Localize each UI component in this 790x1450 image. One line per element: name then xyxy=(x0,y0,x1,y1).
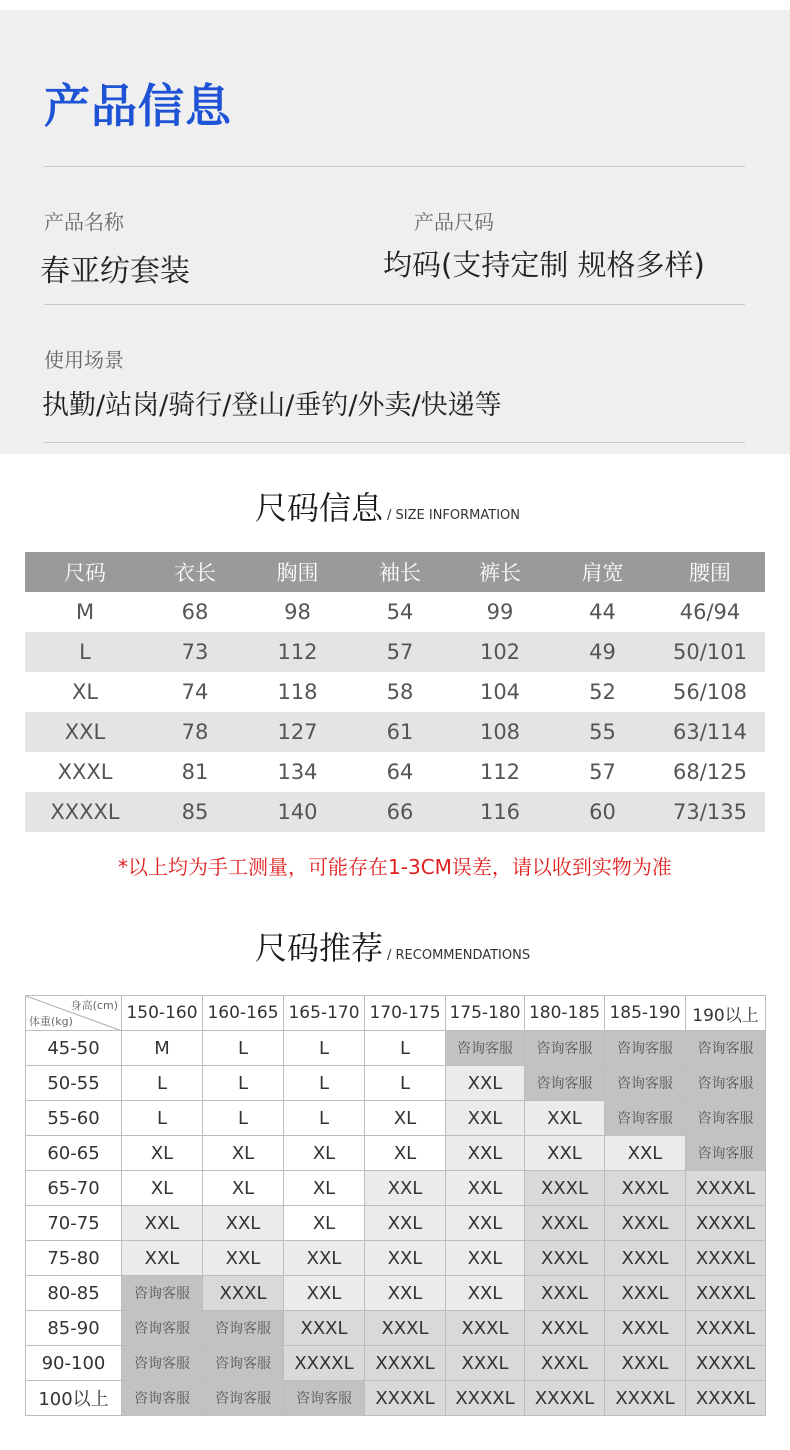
size-cell: 46/94 xyxy=(655,592,765,632)
recommended-size-cell: L xyxy=(365,1066,446,1101)
size-cell: 52 xyxy=(550,672,655,712)
recommended-size-cell: XXXL xyxy=(446,1346,525,1381)
recommended-size-cell: XXXL xyxy=(365,1311,446,1346)
recommended-size-cell: XXXXL xyxy=(686,1346,766,1381)
size-column-header: 裤长 xyxy=(450,552,550,592)
table-row xyxy=(26,1171,766,1206)
weight-axis-label: 体重(kg) xyxy=(29,1015,73,1028)
recommended-size-cell: XXL xyxy=(365,1171,446,1206)
recommendations-title: 尺码推荐 xyxy=(255,929,384,967)
recommended-size-cell: XXL xyxy=(446,1171,525,1206)
recommended-size-cell: XXXXL xyxy=(525,1381,605,1416)
table-row xyxy=(25,752,765,792)
recommended-size-cell: XXXXL xyxy=(284,1346,365,1381)
recommended-size-cell: XXXL xyxy=(525,1241,605,1276)
size-info-table xyxy=(25,552,765,832)
size-cell: XXXL xyxy=(25,752,145,792)
size-info-title: 尺码信息 xyxy=(255,489,384,527)
weight-range-label: 55-60 xyxy=(26,1101,122,1136)
consult-service-cell: 咨询客服 xyxy=(525,1066,605,1101)
divider xyxy=(44,304,745,305)
recommended-size-cell: XL xyxy=(203,1171,284,1206)
recommended-size-cell: XXXXL xyxy=(686,1171,766,1206)
size-column-header: 衣长 xyxy=(145,552,245,592)
size-cell: 68 xyxy=(145,592,245,632)
table-row xyxy=(25,672,765,712)
recommended-size-cell: XXL xyxy=(446,1241,525,1276)
size-cell: 140 xyxy=(245,792,350,832)
size-cell: 118 xyxy=(245,672,350,712)
size-cell: L xyxy=(25,632,145,672)
table-row xyxy=(25,792,765,832)
recommended-size-cell: L xyxy=(203,1101,284,1136)
size-cell: 60 xyxy=(550,792,655,832)
weight-range-label: 70-75 xyxy=(26,1206,122,1241)
recommended-size-cell: XXXL xyxy=(605,1241,686,1276)
table-row xyxy=(26,1381,766,1416)
size-cell: 73/135 xyxy=(655,792,765,832)
product-size-label: 产品尺码 xyxy=(414,210,494,234)
recommended-size-cell: XXXXL xyxy=(686,1276,766,1311)
size-info-subtitle: / SIZE INFORMATION xyxy=(387,508,520,523)
recommended-size-cell: L xyxy=(203,1031,284,1066)
recommended-size-cell: XXL xyxy=(446,1206,525,1241)
consult-service-cell: 咨询客服 xyxy=(686,1101,766,1136)
size-cell: XXL xyxy=(25,712,145,752)
table-row xyxy=(26,1206,766,1241)
recommendations-subtitle: / RECOMMENDATIONS xyxy=(387,948,531,963)
size-recommendation-table xyxy=(25,995,766,1416)
table-row xyxy=(26,1276,766,1311)
recommended-size-cell: XXXL xyxy=(525,1311,605,1346)
consult-service-cell: 咨询客服 xyxy=(203,1311,284,1346)
size-cell: 50/101 xyxy=(655,632,765,672)
size-cell: 102 xyxy=(450,632,550,672)
weight-range-label: 50-55 xyxy=(26,1066,122,1101)
size-info-heading xyxy=(255,490,520,526)
height-range-header: 160-165 xyxy=(203,996,284,1031)
size-cell: 116 xyxy=(450,792,550,832)
product-info-section xyxy=(0,10,790,454)
size-cell: 85 xyxy=(145,792,245,832)
recommended-size-cell: XXL xyxy=(365,1206,446,1241)
height-range-header: 190以上 xyxy=(686,996,766,1031)
recommended-size-cell: XXXXL xyxy=(686,1381,766,1416)
recommended-size-cell: XXL xyxy=(203,1241,284,1276)
size-cell: 54 xyxy=(350,592,450,632)
height-axis-label: 身高(cm) xyxy=(70,999,118,1012)
size-cell: 61 xyxy=(350,712,450,752)
table-row xyxy=(26,1136,766,1171)
product-size-value: 均码(支持定制 规格多样) xyxy=(383,248,705,282)
recommended-size-cell: XXL xyxy=(203,1206,284,1241)
recommended-size-cell: XXXL xyxy=(605,1171,686,1206)
size-cell: 58 xyxy=(350,672,450,712)
recommended-size-cell: XXL xyxy=(365,1241,446,1276)
size-cell: 81 xyxy=(145,752,245,792)
table-row xyxy=(26,1101,766,1136)
weight-range-label: 60-65 xyxy=(26,1136,122,1171)
size-column-header: 袖长 xyxy=(350,552,450,592)
usage-scene-value: 执勤/站岗/骑行/登山/垂钓/外卖/快递等 xyxy=(42,390,502,421)
size-cell: 68/125 xyxy=(655,752,765,792)
consult-service-cell: 咨询客服 xyxy=(686,1066,766,1101)
recommended-size-cell: XXXXL xyxy=(686,1206,766,1241)
height-range-header: 150-160 xyxy=(122,996,203,1031)
product-info-title: 产品信息 xyxy=(44,79,232,133)
size-cell: 112 xyxy=(450,752,550,792)
size-cell: 73 xyxy=(145,632,245,672)
size-cell: M xyxy=(25,592,145,632)
recommended-size-cell: XXL xyxy=(446,1101,525,1136)
recommended-size-cell: XXXXL xyxy=(686,1311,766,1346)
recommended-size-cell: XXXXL xyxy=(446,1381,525,1416)
consult-service-cell: 咨询客服 xyxy=(605,1031,686,1066)
recommended-size-cell: XXL xyxy=(446,1066,525,1101)
weight-range-label: 80-85 xyxy=(26,1276,122,1311)
recommended-size-cell: XXXXL xyxy=(605,1381,686,1416)
height-range-header: 175-180 xyxy=(446,996,525,1031)
recommended-size-cell: L xyxy=(284,1101,365,1136)
size-cell: 49 xyxy=(550,632,655,672)
recommended-size-cell: XL xyxy=(122,1171,203,1206)
size-cell: XXXXL xyxy=(25,792,145,832)
weight-range-label: 75-80 xyxy=(26,1241,122,1276)
recommended-size-cell: XXXL xyxy=(446,1311,525,1346)
recommended-size-cell: XL xyxy=(365,1101,446,1136)
consult-service-cell: 咨询客服 xyxy=(122,1381,203,1416)
size-column-header: 尺码 xyxy=(25,552,145,592)
height-weight-corner xyxy=(26,996,122,1031)
consult-service-cell: 咨询客服 xyxy=(122,1311,203,1346)
table-row xyxy=(26,1241,766,1276)
size-cell: 74 xyxy=(145,672,245,712)
height-range-header: 185-190 xyxy=(605,996,686,1031)
size-cell: 134 xyxy=(245,752,350,792)
usage-scene-label: 使用场景 xyxy=(44,348,124,372)
measurement-note: *以上均为手工测量，可能存在1-3CM误差，请以收到实物为准 xyxy=(118,855,672,879)
consult-service-cell: 咨询客服 xyxy=(284,1381,365,1416)
table-row xyxy=(26,1311,766,1346)
recommended-size-cell: XXXL xyxy=(605,1206,686,1241)
recommended-size-cell: XXL xyxy=(605,1136,686,1171)
recommended-size-cell: L xyxy=(203,1066,284,1101)
recommended-size-cell: XXXL xyxy=(203,1276,284,1311)
recommended-size-cell: XL xyxy=(365,1136,446,1171)
size-column-header: 腰围 xyxy=(655,552,765,592)
recommended-size-cell: L xyxy=(365,1031,446,1066)
divider xyxy=(44,166,745,167)
consult-service-cell: 咨询客服 xyxy=(203,1381,284,1416)
consult-service-cell: 咨询客服 xyxy=(446,1031,525,1066)
recommended-size-cell: XL xyxy=(284,1206,365,1241)
consult-service-cell: 咨询客服 xyxy=(686,1031,766,1066)
consult-service-cell: 咨询客服 xyxy=(525,1031,605,1066)
recommendations-heading xyxy=(255,930,530,966)
table-row xyxy=(26,1031,766,1066)
size-cell: 112 xyxy=(245,632,350,672)
size-cell: 98 xyxy=(245,592,350,632)
table-row xyxy=(25,632,765,672)
size-cell: 108 xyxy=(450,712,550,752)
weight-range-label: 100以上 xyxy=(26,1381,122,1416)
recommended-size-cell: XL xyxy=(284,1171,365,1206)
recommended-size-cell: XXXL xyxy=(525,1206,605,1241)
recommended-size-cell: XXL xyxy=(122,1241,203,1276)
size-cell: 44 xyxy=(550,592,655,632)
size-cell: 55 xyxy=(550,712,655,752)
size-cell: XL xyxy=(25,672,145,712)
recommended-size-cell: XXXXL xyxy=(686,1241,766,1276)
recommended-size-cell: XXL xyxy=(446,1136,525,1171)
size-cell: 63/114 xyxy=(655,712,765,752)
recommended-size-cell: XXXL xyxy=(284,1311,365,1346)
size-cell: 127 xyxy=(245,712,350,752)
size-cell: 78 xyxy=(145,712,245,752)
recommended-size-cell: XXXXL xyxy=(365,1381,446,1416)
size-column-header: 肩宽 xyxy=(550,552,655,592)
recommended-size-cell: XXL xyxy=(525,1101,605,1136)
consult-service-cell: 咨询客服 xyxy=(605,1101,686,1136)
recommended-size-cell: XL xyxy=(284,1136,365,1171)
height-range-header: 170-175 xyxy=(365,996,446,1031)
recommended-size-cell: L xyxy=(122,1101,203,1136)
recommended-size-cell: XXXL xyxy=(605,1276,686,1311)
size-cell: 57 xyxy=(350,632,450,672)
recommended-size-cell: XXXL xyxy=(525,1276,605,1311)
table-row xyxy=(25,592,765,632)
consult-service-cell: 咨询客服 xyxy=(686,1136,766,1171)
table-row xyxy=(26,1066,766,1101)
table-row xyxy=(25,712,765,752)
recommended-size-cell: XXXXL xyxy=(365,1346,446,1381)
recommended-size-cell: XXL xyxy=(284,1241,365,1276)
size-cell: 104 xyxy=(450,672,550,712)
recommended-size-cell: L xyxy=(122,1066,203,1101)
consult-service-cell: 咨询客服 xyxy=(122,1346,203,1381)
recommendation-header-row xyxy=(26,996,766,1031)
consult-service-cell: 咨询客服 xyxy=(122,1276,203,1311)
consult-service-cell: 咨询客服 xyxy=(203,1346,284,1381)
weight-range-label: 65-70 xyxy=(26,1171,122,1206)
recommended-size-cell: XL xyxy=(122,1136,203,1171)
recommended-size-cell: L xyxy=(284,1066,365,1101)
recommended-size-cell: XXL xyxy=(284,1276,365,1311)
recommended-size-cell: XXL xyxy=(525,1136,605,1171)
weight-range-label: 90-100 xyxy=(26,1346,122,1381)
size-column-header: 胸围 xyxy=(245,552,350,592)
height-range-header: 180-185 xyxy=(525,996,605,1031)
recommended-size-cell: XXXL xyxy=(605,1311,686,1346)
product-name-value: 春亚纺套装 xyxy=(40,254,190,289)
size-cell: 57 xyxy=(550,752,655,792)
size-cell: 64 xyxy=(350,752,450,792)
recommended-size-cell: XXL xyxy=(365,1276,446,1311)
weight-range-label: 45-50 xyxy=(26,1031,122,1066)
recommended-size-cell: M xyxy=(122,1031,203,1066)
recommended-size-cell: XL xyxy=(203,1136,284,1171)
recommended-size-cell: XXXL xyxy=(605,1346,686,1381)
table-row xyxy=(26,1346,766,1381)
consult-service-cell: 咨询客服 xyxy=(605,1066,686,1101)
size-cell: 99 xyxy=(450,592,550,632)
height-range-header: 165-170 xyxy=(284,996,365,1031)
product-name-label: 产品名称 xyxy=(44,210,124,234)
recommended-size-cell: XXL xyxy=(446,1276,525,1311)
recommended-size-cell: L xyxy=(284,1031,365,1066)
recommended-size-cell: XXXL xyxy=(525,1346,605,1381)
size-cell: 56/108 xyxy=(655,672,765,712)
recommended-size-cell: XXL xyxy=(122,1206,203,1241)
weight-range-label: 85-90 xyxy=(26,1311,122,1346)
divider xyxy=(44,442,745,443)
size-table-header xyxy=(25,552,765,592)
size-cell: 66 xyxy=(350,792,450,832)
recommended-size-cell: XXXL xyxy=(525,1171,605,1206)
